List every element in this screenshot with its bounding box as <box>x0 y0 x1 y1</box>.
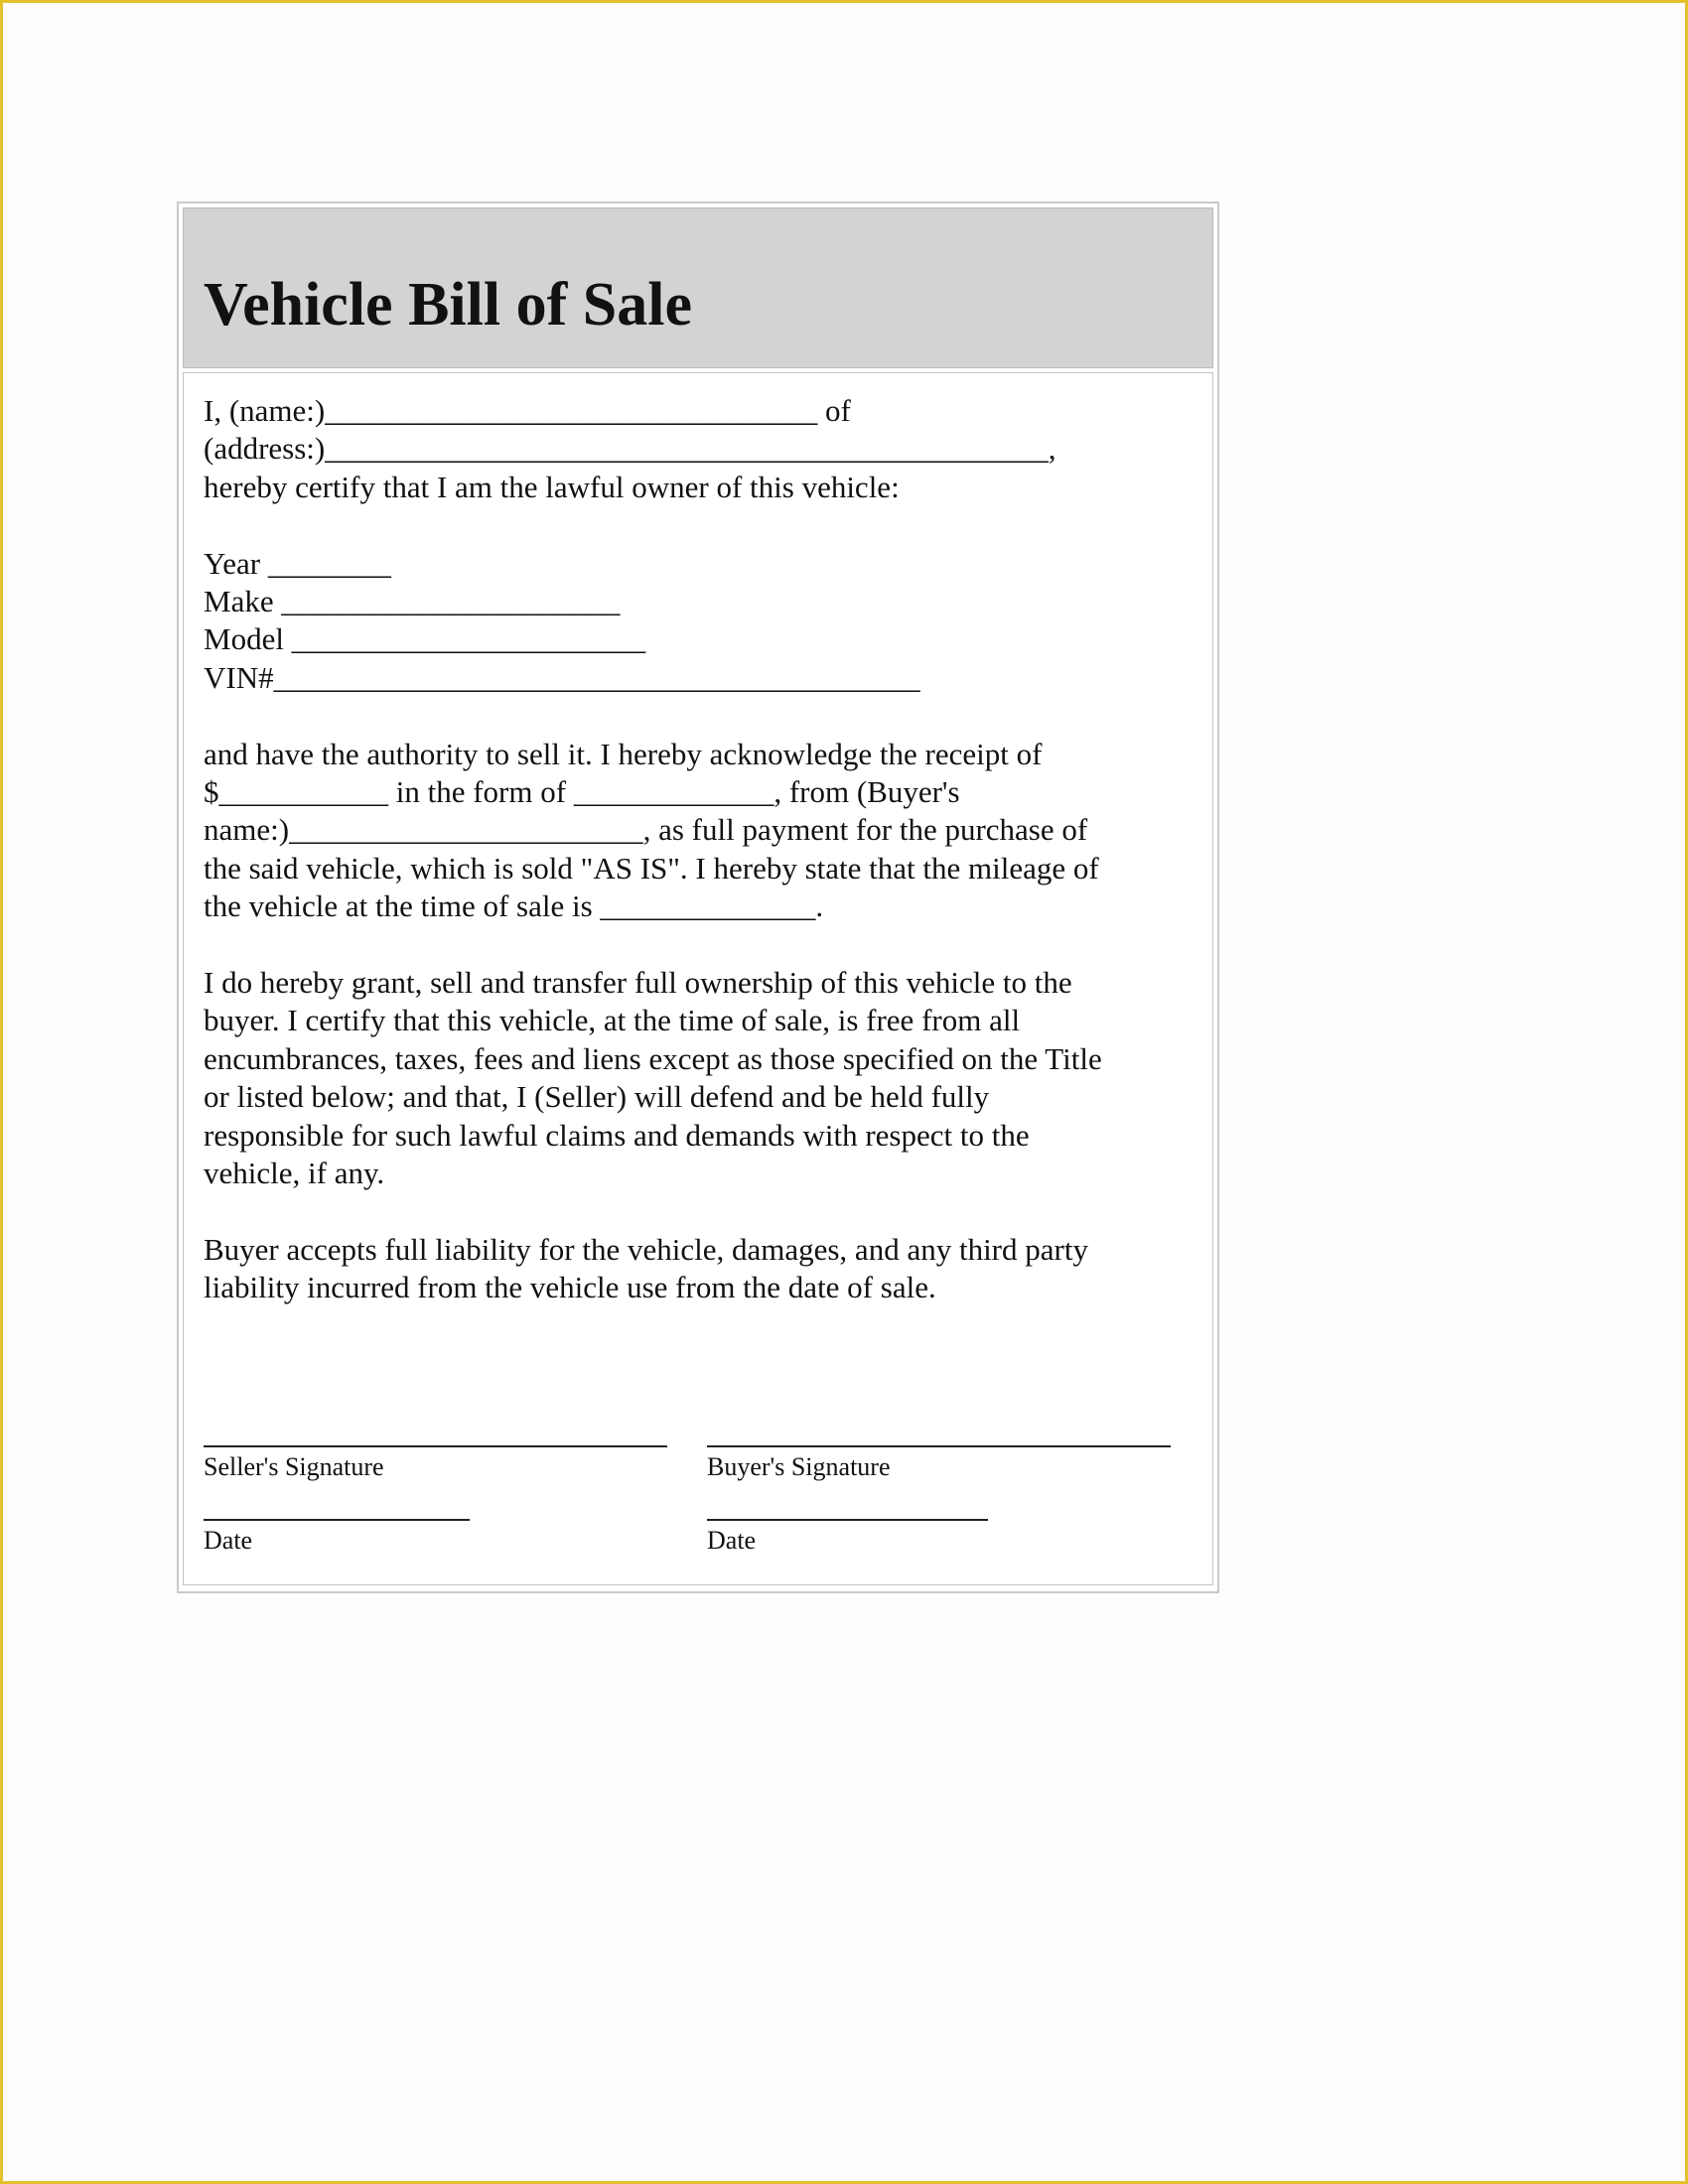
bill-of-sale-form <box>177 202 1219 1593</box>
transfer-paragraph-line: encumbrances, taxes, fees and liens except as those specified on the Title <box>204 1040 1102 1076</box>
liability-paragraph-line: liability incurred from the vehicle use from the date of sale. <box>204 1270 936 1305</box>
buyer-date-label: Date <box>707 1526 757 1555</box>
ownership-statement: hereby certify that I am the lawful owner of this vehicle: <box>204 469 900 504</box>
payment-paragraph-line: $___________ in the form of _____________, from (Buyer's <box>204 774 960 810</box>
buyer-signature-block <box>707 1445 1171 1483</box>
seller-signature-line <box>204 1445 667 1447</box>
transfer-paragraph-line: buyer. I certify that this vehicle, at the time of sale, is free from all <box>204 1003 1021 1038</box>
spacer <box>204 926 1193 964</box>
buyer-signature-line <box>707 1445 1171 1447</box>
document-title: Vehicle Bill of Sale <box>204 271 692 339</box>
form-body <box>183 372 1213 1585</box>
buyer-date-line <box>707 1519 988 1521</box>
transfer-paragraph-line: vehicle, if any. <box>204 1156 385 1191</box>
payment-paragraph-line: the vehicle at the time of sale is ______________. <box>204 888 824 924</box>
owner-name-line: I, (name:)________________________________ of <box>204 393 851 428</box>
buyer-date-block <box>707 1519 988 1557</box>
buyer-signature-label: Buyer's Signature <box>707 1452 891 1481</box>
vehicle-model-field: Model _______________________ <box>204 621 646 657</box>
seller-signature-block <box>204 1445 667 1483</box>
vehicle-year-field: Year ________ <box>204 545 391 581</box>
transfer-paragraph-line: I do hereby grant, sell and transfer full ownership of this vehicle to the <box>204 965 1072 1001</box>
spacer <box>204 697 1193 735</box>
transfer-paragraph-line: responsible for such lawful claims and demands with respect to the <box>204 1117 1030 1153</box>
seller-signature-label: Seller's Signature <box>204 1452 384 1481</box>
seller-date-line <box>204 1519 470 1521</box>
payment-paragraph-line: name:)_______________________, as full payment for the purchase of <box>204 812 1088 848</box>
payment-paragraph-line: and have the authority to sell it. I hereby acknowledge the receipt of <box>204 736 1043 771</box>
liability-paragraph-line: Buyer accepts full liability for the vehicle, damages, and any third party <box>204 1231 1088 1267</box>
seller-date-block <box>204 1519 470 1557</box>
owner-address-line: (address:)_______________________________________________, <box>204 431 1056 467</box>
title-band <box>183 207 1213 368</box>
spacer <box>204 1192 1193 1230</box>
spacer <box>204 506 1193 544</box>
vehicle-vin-field: VIN#__________________________________________ <box>204 659 920 695</box>
transfer-paragraph-line: or listed below; and that, I (Seller) will defend and be held fully <box>204 1079 990 1115</box>
vehicle-make-field: Make ______________________ <box>204 584 621 619</box>
payment-paragraph-line: the said vehicle, which is sold "AS IS". I hereby state that the mileage of <box>204 850 1099 886</box>
seller-date-label: Date <box>204 1526 253 1555</box>
